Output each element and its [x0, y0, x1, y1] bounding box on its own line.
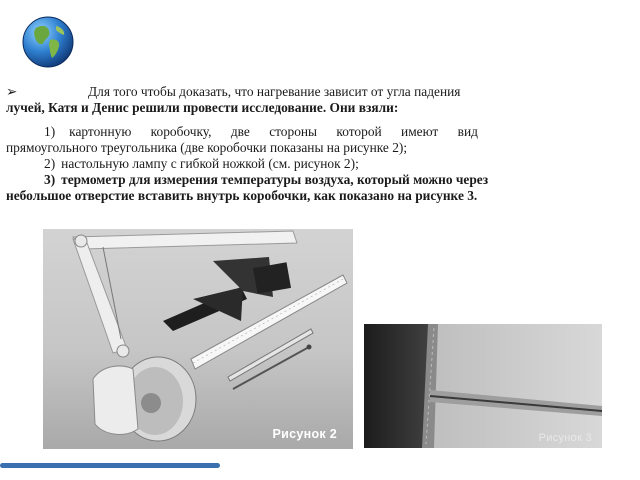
- list-item-3-cont: небольшое отверстие вставить внутрь коробочки, как показано на рисунке 3.: [6, 188, 478, 203]
- list-item-label: 1): [44, 124, 56, 139]
- intro-text-rest: лучей, Катя и Денис решили провести исследование. Они взяли:: [6, 100, 399, 115]
- figure-3-illustration: [364, 324, 602, 448]
- figure-2-photo: [43, 229, 353, 449]
- intro-paragraph: [6, 84, 630, 100]
- globe-icon: [22, 16, 74, 68]
- bullet-arrow-icon: ➢: [6, 84, 18, 99]
- list-item-1-cont: прямоугольного треугольника (две коробочки показаны на рисунке 2);: [6, 140, 408, 155]
- figure-2-caption: Рисунок 2: [272, 427, 337, 441]
- intro-text-lead: Для того чтобы доказать, что нагревание зависит от угла падения: [88, 84, 461, 99]
- list-item-text: настольную лампу с гибкой ножкой (см. рисунок 2);: [61, 156, 359, 171]
- list-item-3: [6, 172, 630, 188]
- accent-bar: [0, 463, 220, 468]
- figure-3-photo: [364, 324, 602, 448]
- figure-3-caption: Рисунок 3: [538, 432, 592, 444]
- figure-2-illustration: [43, 229, 353, 449]
- text-block: [6, 84, 630, 204]
- list-item-text: термометр для измерения температуры воздуха, который можно через: [61, 172, 489, 187]
- list-item-1: [6, 124, 630, 140]
- list-item-label: 2): [44, 156, 56, 171]
- list-item-label: 3): [44, 172, 56, 187]
- list-item-text: картонную коробочку, две стороны которой имеют вид: [69, 124, 478, 139]
- list-item-2: [6, 156, 630, 172]
